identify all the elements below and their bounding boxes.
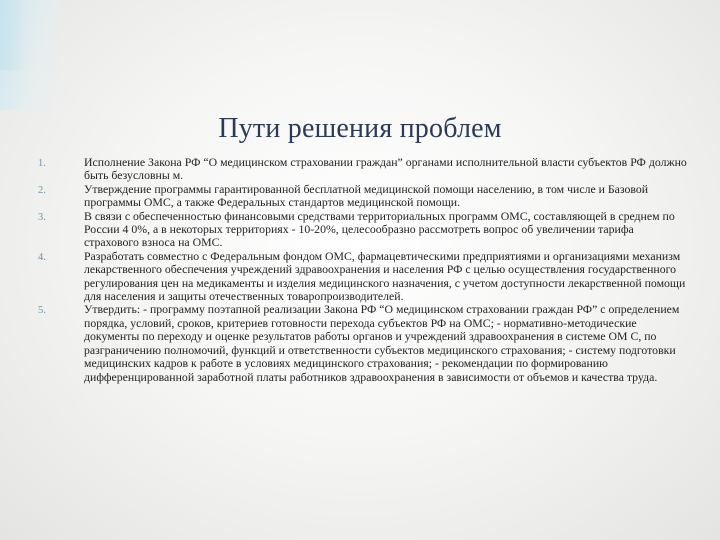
numbered-list xyxy=(38,156,688,384)
list-item xyxy=(38,183,688,210)
list-item xyxy=(38,250,688,304)
corner-accent xyxy=(0,0,26,70)
list-number: 2. xyxy=(38,184,46,196)
list-item xyxy=(38,303,688,383)
list-number: 1. xyxy=(38,158,46,169)
list-item xyxy=(38,210,688,250)
list-text: Утвердить: - программу поэтапной реализации Закона РФ “О медицинском страховании граждан РФ” с определением порядка, условий, сроков, критериев готовности перехода субъектов РФ на ОМС; - нормативно-методические документы по переходу и оценке результатов работы органов и учреждений здравоохранения в системе ОМ С, по разграничению полномочий, функций и ответственности субъектов медицинского страхования; - систему подготовки медицинских кадров к работе в условиях медицинского страхования; - рекомендации по формированию дифференцированной заработной платы работников здравоохранения в зависимости от объемов и качества труда. xyxy=(84,302,680,384)
list-text: Разработать совместно с Федеральным фондом ОМС, фармацевтическими предприятиями и организациями механизм лекарственного обеспечения учреждений здравоохранения и населения РФ с целью осуществления государственного регулирования цен на медикаменты и изделия медицинского назначения, с учетом доступности лекарственной помощи для населения и защиты отечественных товаропроизводителей. xyxy=(84,248,686,304)
list-text: Исполнение Закона РФ “О медицинском страховании граждан” органами исполнительной власти субъектов РФ должно быть безусловны м. xyxy=(84,155,687,183)
list-text: Утверждение программы гарантированной бесплатной медицинской помощи населению, в том числе и Базовой программы ОМС, а также Федеральных стандартов медицинской помощи. xyxy=(84,181,649,210)
list-item xyxy=(38,156,688,183)
list-number: 5. xyxy=(38,305,46,317)
slide-title: Пути решения проблем xyxy=(218,113,502,144)
list-number: 3. xyxy=(38,211,46,223)
list-number: 4. xyxy=(38,251,46,263)
list-text: В связи с обеспеченностью финансовыми средствами территориальных программ ОМС, составляющей в среднем по России 4 0%, а в некоторых территориях - 10-20%, целесообразно рассмотреть вопрос об увеличении тарифа страхового взноса на ОМС. xyxy=(84,208,675,250)
